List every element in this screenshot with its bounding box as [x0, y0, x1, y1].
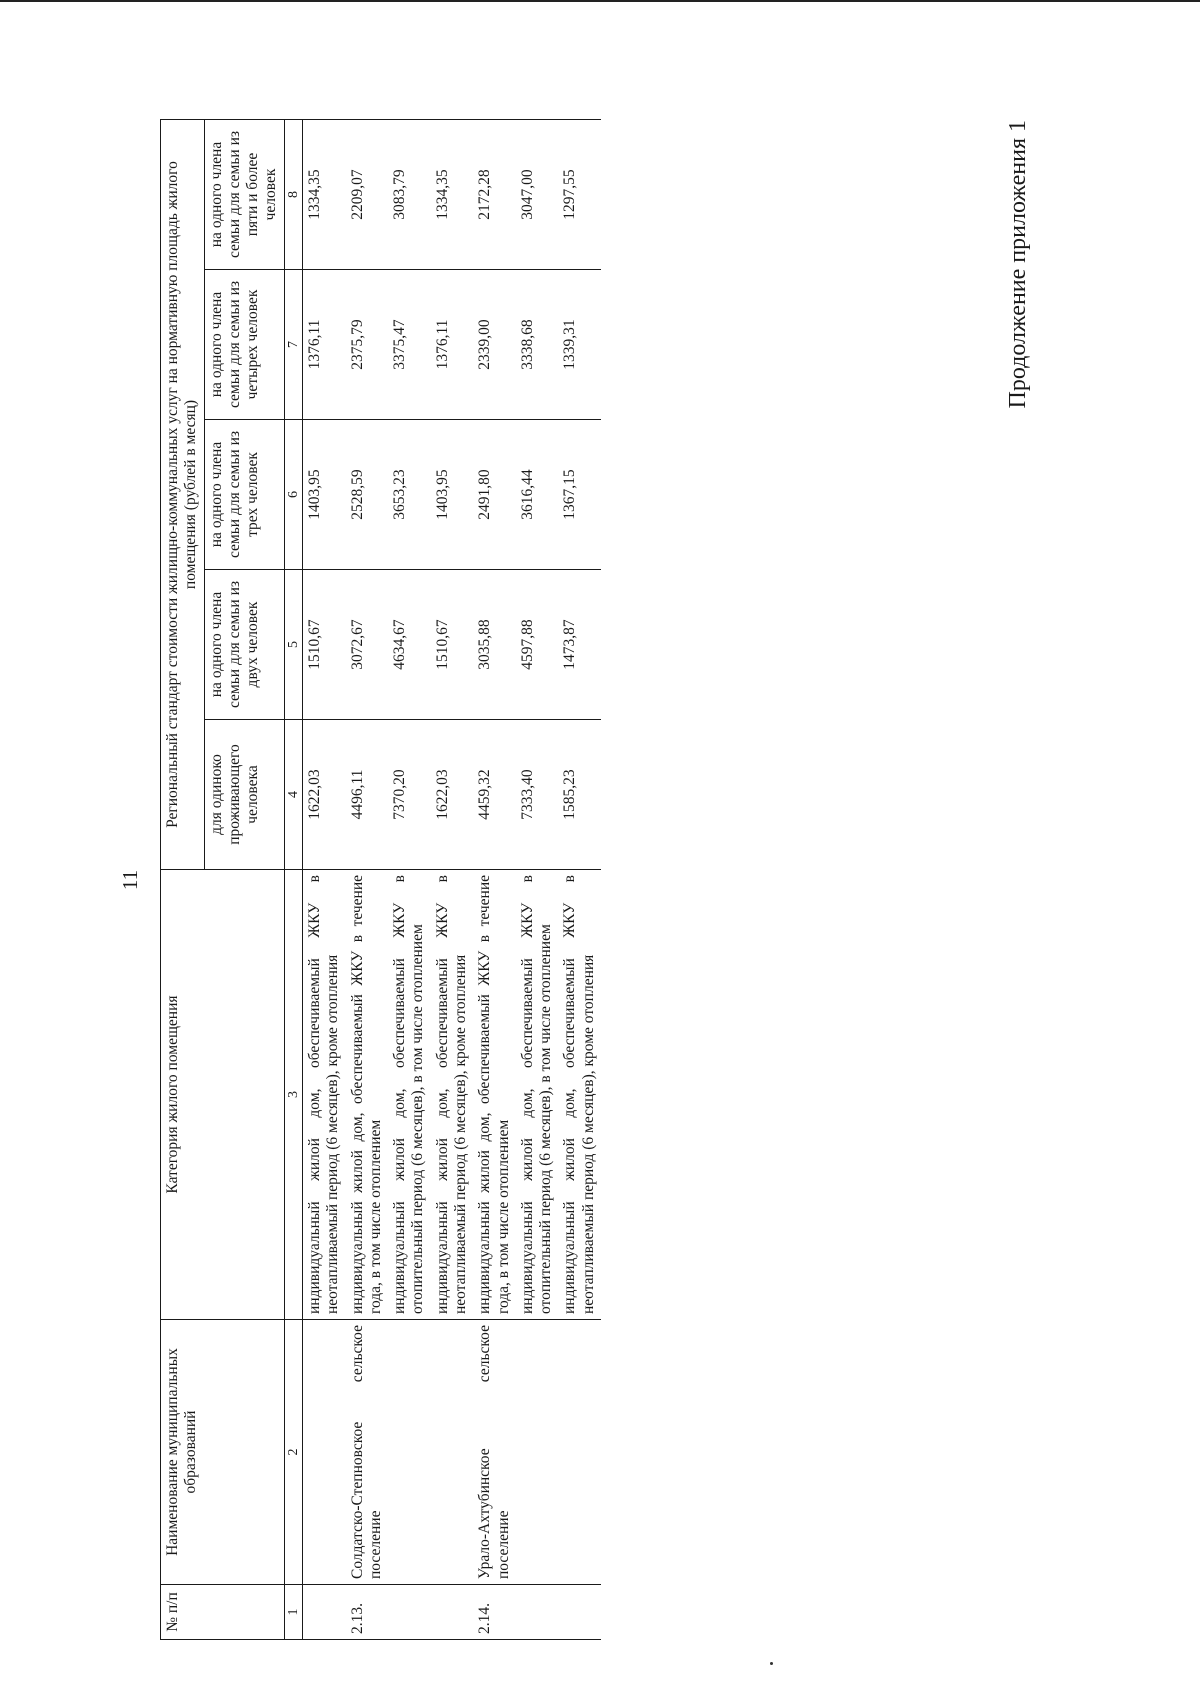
scan-edge-line	[0, 0, 1200, 2]
header-three: на одного члена семьи для семьи из трех человек	[204, 420, 284, 570]
scan-speck	[770, 1662, 773, 1665]
value-three: 1403,95	[303, 420, 346, 570]
value-fiveplus: 2172,28	[473, 120, 516, 270]
value-three: 3616,44	[516, 420, 559, 570]
value-four: 1376,11	[431, 270, 474, 420]
page-number: 11	[118, 869, 142, 891]
value-three: 2491,80	[473, 420, 516, 570]
table-row	[558, 120, 601, 1640]
municipality-name: Солдатско-Степновское сельское поселение	[346, 1320, 389, 1585]
value-single: 7333,40	[516, 720, 559, 870]
value-two: 3072,67	[346, 570, 389, 720]
row-number	[516, 1585, 559, 1640]
municipality-name	[516, 1320, 559, 1585]
value-four: 3375,47	[388, 270, 431, 420]
continuation-title: Продолжение приложения 1	[1005, 120, 1031, 409]
housing-category: индивидуальный жилой дом, обеспечиваемый ЖКУ в течение года, в том числе отоплением	[473, 870, 516, 1320]
value-three: 1367,15	[558, 420, 601, 570]
table-row	[303, 120, 346, 1640]
housing-category: индивидуальный жилой дом, обеспечиваемый ЖКУ в отопительный период (6 месяцев), в том числе отоплением	[388, 870, 431, 1320]
value-single: 1622,03	[431, 720, 474, 870]
header-no: № п/п	[161, 1585, 285, 1640]
value-fiveplus: 1334,35	[303, 120, 346, 270]
value-fiveplus: 1297,55	[558, 120, 601, 270]
row-number: 2.13.	[346, 1585, 389, 1640]
value-single: 1622,03	[303, 720, 346, 870]
housing-category: индивидуальный жилой дом, обеспечиваемый ЖКУ в неотапливаемый период (6 месяцев), кроме отопления	[558, 870, 601, 1320]
municipality-name: Урало-Ахтубинское сельское поселение	[473, 1320, 516, 1585]
housing-category: индивидуальный жилой дом, обеспечиваемый ЖКУ в течение года, в том числе отоплением	[346, 870, 389, 1320]
value-fiveplus: 2209,07	[346, 120, 389, 270]
header-fiveplus: на одного члена семьи для семьи из пяти и более человек	[204, 120, 284, 270]
table-row	[473, 120, 516, 1640]
value-four: 1376,11	[303, 270, 346, 420]
housing-cost-table	[160, 119, 601, 1640]
column-number: 4	[284, 720, 302, 870]
header-municipality: Наименование муниципальных образований	[161, 1320, 285, 1585]
row-number: 2.14.	[473, 1585, 516, 1640]
value-single: 4459,32	[473, 720, 516, 870]
value-four: 2375,79	[346, 270, 389, 420]
municipality-name	[303, 1320, 346, 1585]
value-two: 3035,88	[473, 570, 516, 720]
column-number: 1	[284, 1585, 302, 1640]
value-fiveplus: 1334,35	[431, 120, 474, 270]
value-fiveplus: 3083,79	[388, 120, 431, 270]
housing-category: индивидуальный жилой дом, обеспечиваемый ЖКУ в неотапливаемый период (6 месяцев), кроме отопления	[431, 870, 474, 1320]
row-number	[431, 1585, 474, 1640]
value-single: 4496,11	[346, 720, 389, 870]
row-number	[303, 1585, 346, 1640]
header-four: на одного члена семьи для семьи из четырех человек	[204, 270, 284, 420]
column-number: 7	[284, 270, 302, 420]
municipality-name	[388, 1320, 431, 1585]
housing-category: индивидуальный жилой дом, обеспечиваемый ЖКУ в отопительный период (6 месяцев), в том числе отоплением	[516, 870, 559, 1320]
housing-category: индивидуальный жилой дом, обеспечиваемый ЖКУ в неотапливаемый период (6 месяцев), кроме отопления	[303, 870, 346, 1320]
row-number	[558, 1585, 601, 1640]
header-category: Категория жилого помещения	[161, 870, 285, 1320]
column-number: 2	[284, 1320, 302, 1585]
value-single: 1585,23	[558, 720, 601, 870]
value-fiveplus: 3047,00	[516, 120, 559, 270]
value-four: 1339,31	[558, 270, 601, 420]
header-two: на одного члена семьи для семьи из двух человек	[204, 570, 284, 720]
value-two: 1510,67	[303, 570, 346, 720]
table-row	[516, 120, 559, 1640]
value-two: 1510,67	[431, 570, 474, 720]
header-standard-group: Региональный стандарт стоимости жилищно-коммунальных услуг на нормативную площадь жилого помещения (рублей в месяц)	[161, 120, 205, 870]
value-two: 4597,88	[516, 570, 559, 720]
rotated-sheet	[120, 120, 1120, 1640]
value-three: 2528,59	[346, 420, 389, 570]
value-four: 2339,00	[473, 270, 516, 420]
table-row	[346, 120, 389, 1640]
table-row	[388, 120, 431, 1640]
column-number: 6	[284, 420, 302, 570]
row-number	[388, 1585, 431, 1640]
value-three: 3653,23	[388, 420, 431, 570]
column-number: 8	[284, 120, 302, 270]
column-number: 3	[284, 870, 302, 1320]
value-two: 4634,67	[388, 570, 431, 720]
municipality-name	[431, 1320, 474, 1585]
header-single: для одиноко проживающего человека	[204, 720, 284, 870]
municipality-name	[558, 1320, 601, 1585]
value-single: 7370,20	[388, 720, 431, 870]
column-number: 5	[284, 570, 302, 720]
table-row	[431, 120, 474, 1640]
value-three: 1403,95	[431, 420, 474, 570]
value-two: 1473,87	[558, 570, 601, 720]
value-four: 3338,68	[516, 270, 559, 420]
